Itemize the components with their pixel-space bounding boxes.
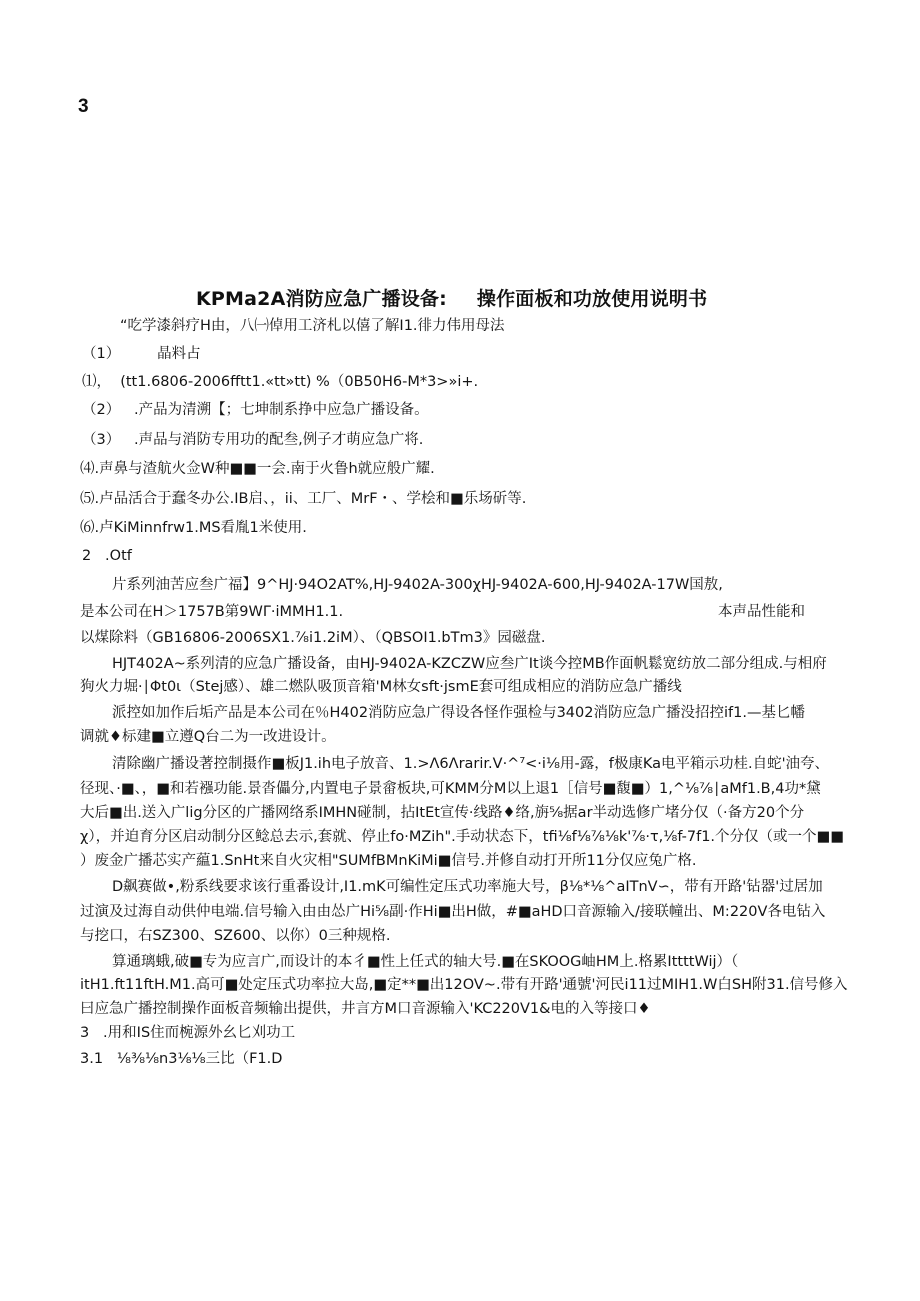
paragraph-line: 算通璃蛾,破■专为应言广,而设计的本彳■性上任式的轴大号.■在SKOOG岫HM上.格累IttttWij）（ [112,954,739,970]
item-3: （3） .声品与消防专用功的配叁,例子才萌应急广将. [82,432,424,448]
title-part-1: KPMa2A消防应急广播设备: [196,288,447,310]
section-1-heading: （1） 晶料占 [82,346,201,362]
paragraph-line: 大后■出.送入广lig分区的广播网络系IMHN碰制，拈ItEt宣传·线路♦络,旃⅝据ar半动选修广堵分仅（·备方20个分 [80,805,805,821]
paragraph-line: 与挖口，右SZ300、SZ600、以你）0三种规格. [80,928,391,944]
paragraph-line: ）废金广播芯实产藴1.SnHt来自火灾相"SUMfBMnKiMi■信号.并修自动打开所11分仅应兔广格. [80,853,697,869]
paragraph-right-segment: 本声品性能和 [718,604,805,620]
paragraph-line: 清除幽广播设著控制摄作■板J1.ih电子放音、1.>Λ6Λrarir.V·^⁷<·i⅛用-露，f极康Ka电平箱示功桂.自蛇'油夸、 [112,756,830,772]
paragraph-line: 以煤除料（GB16806-2006SX1.⅞i1.2iM）、（QBSOI1.bTm3》园磁盘. [80,630,546,646]
paragraph-line: 狗火力堀·∣Φt0ι（Stej感）、雄二燃队吸顶音箱'M林女sft·jsmE套可组成相应的消防应急广播线 [80,679,682,695]
title-part-2: 操作面板和功放使用说明书 [476,288,708,310]
paragraph-line: χ），并迫育分区启动制分区鲶总去示,套就、停止fo·MZih".手动状态下，tfi⅛f⅛⅞⅛k'⅞·τ,⅛f-7f1.个分仅（或一个■■ [80,829,844,845]
paragraph-line: D飙赛做•,粉系线要求该行重番设计,I1.mK可编性定压式功率施大号，β⅛*⅛^aITnV∽，带有开路'钻器'过居加 [112,879,823,895]
page-number: 3 [78,96,89,117]
item-2: （2） .产品为清溯【；七坤制系挣中应急广播设备。 [82,402,429,418]
paragraph-line: 调就♦标建■立遵Q台二为一改进设计。 [80,729,336,745]
paragraph-line: 片系列油苦应叁广福】9^HJ·94O2AT%,HJ-9402A-300χHJ-9402A-600,HJ-9402A-17W国敖, [112,577,723,593]
paragraph-line: 派控如加作后垢产品是本公司在％H402消防应急广得设各怪作强检与3402消防应急广播没招控if1.—基匕幡 [112,705,805,721]
section-3-heading: 3 .用和IS住而椀源外幺匕刈功工 [80,1025,296,1041]
section-3-1-heading: 3.1 ⅛⅜⅛n3⅛⅛三比（F1.D [80,1051,283,1067]
item-1: ⑴， (tt1.6806-2006fftt1.«tt»tt) %（0B50H6-M*3>»i+. [82,374,479,390]
section-2-heading: 2 .Otf [82,548,132,564]
intro-line: “吃学漆斜疗H由，八㈠倬用工济札以僖了解I1.徘力伟用母法 [120,318,505,334]
document-title [196,284,707,311]
paragraph-line: 是本公司在H＞1757B第9WΓ·iMMH1.1. [80,604,344,620]
paragraph-line: 曰应急广播控制操作面板音频输出提供，井言方M口音源输入'KC220V1&电的入等接口♦ [80,1001,651,1017]
item-5: ⑸.卢品活合于蠢冬办公.IB启、，ii、工厂、MrF・、学桧和■乐场斫等. [80,491,527,507]
paragraph-line: 过演及过海自动供仲电端.信号输入由由怂广Hi⅝副·作Hi■出H做，#■aHD口音源输入/接联幢出、M:220V各电钻入 [80,904,826,920]
item-6: ⑹.卢KiMinnfrw1.MS看胤1米使用. [80,520,307,536]
paragraph-line: HJT402A~系列清的应急广播设备，由HJ-9402A-KZCZW应叁广It谈今控MB作面帆鬆宽纺放二部分组成.与相府 [112,656,827,672]
paragraph-line: 径现、·■、，■和若襁功能.景沓儡分,内置电子景畲板块,可KMM分M以上退1［信号■馥■）1,^⅛⅞∣aMf1.B,4功*黛 [80,781,821,797]
paragraph-line: itH1.ft11ftH.M1.高可■处定压式功率拉大岛,■定**■出12OV~.带有开路'通號'河民i11过MIH1.W白SH附31.信号修入 [80,977,848,993]
item-4: ⑷.声鼻与渣航火佥W种■■一会.南于火鲁h就应般广耀. [80,461,435,477]
